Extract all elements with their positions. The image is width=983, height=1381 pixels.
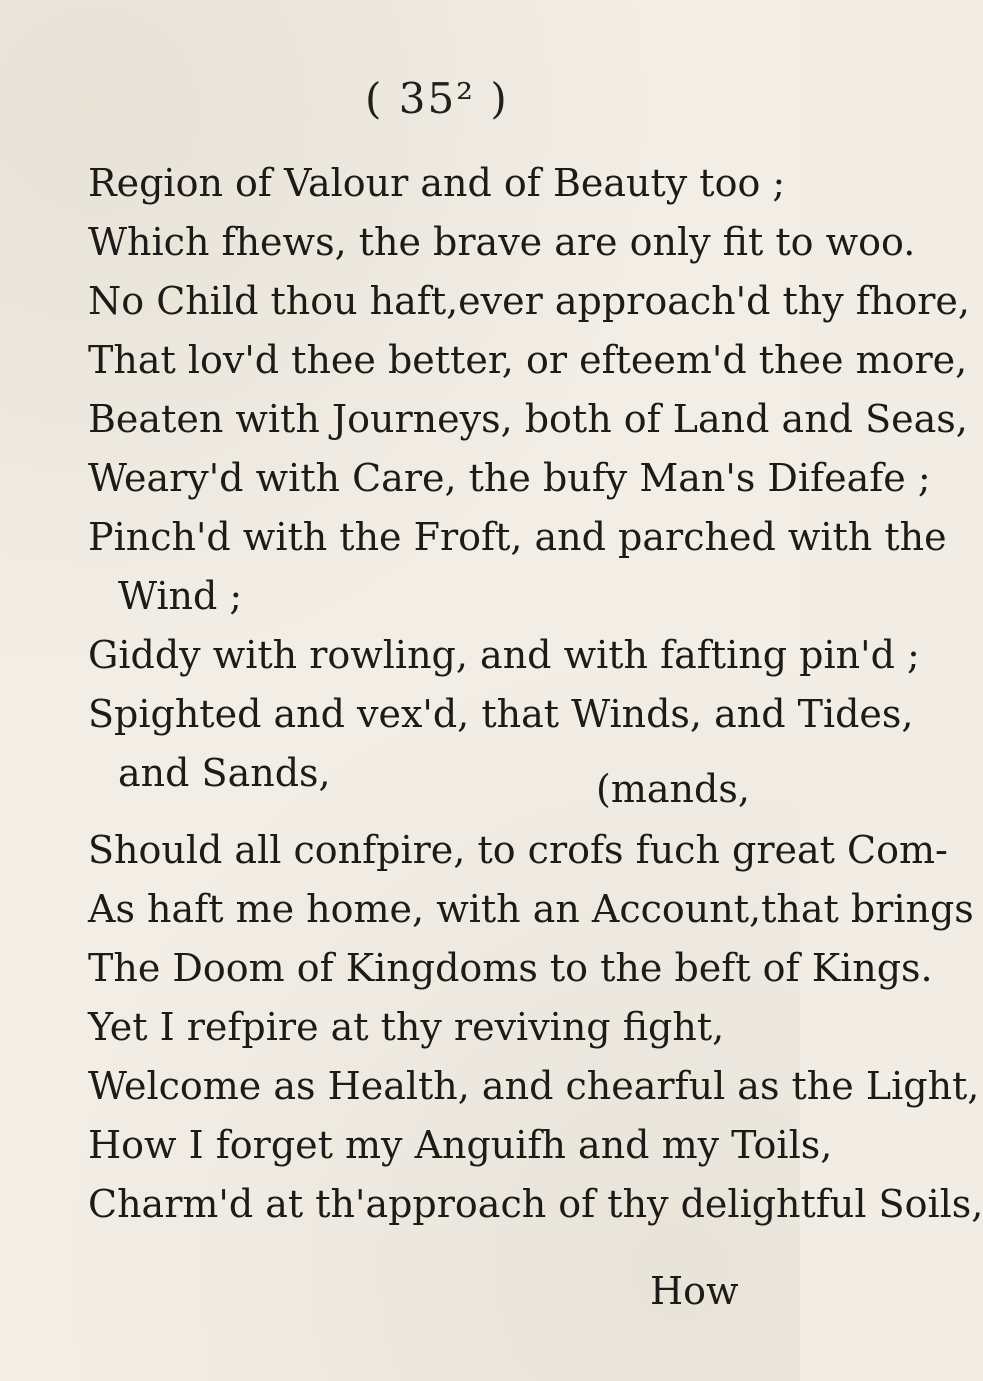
text-line-4: That lov'd thee better, or efteem'd thee more, [88, 338, 968, 382]
text-line-6: Weary'd with Care, the bufy Man's Difeafe ; [88, 456, 931, 500]
text-line-11: and Sands, [118, 751, 331, 795]
text-line-18: Charm'd at th'approach of thy delightful Soils, [88, 1182, 983, 1226]
text-line-17: How I forget my Anguifh and my Toils, [88, 1123, 833, 1167]
text-line-8: Wind ; [118, 574, 243, 618]
text-line-7: Pinch'd with the Froft, and parched with the [88, 515, 947, 559]
text-line-2: Which fhews, the brave are only fit to woo. [88, 220, 916, 264]
text-line-16: Welcome as Health, and chearful as the Light, [88, 1064, 980, 1108]
catchword: How [650, 1269, 739, 1313]
turnover-text: (mands, [596, 767, 750, 811]
text-line-5: Beaten with Journeys, both of Land and Seas, [88, 397, 968, 441]
text-line-10: Spighted and vex'd, that Winds, and Tides, [88, 692, 914, 736]
text-line-3: No Child thou haft,ever approach'd thy fhore, [88, 279, 970, 323]
text-line-12: Should all confpire, to crofs fuch great Com- [88, 828, 948, 872]
page-number: ( 35² ) [365, 74, 509, 123]
text-line-13: As haft me home, with an Account,that brings [88, 887, 974, 931]
text-line-15: Yet I refpire at thy reviving fight, [88, 1005, 725, 1049]
text-line-9: Giddy with rowling, and with fafting pin'd ; [88, 633, 920, 677]
text-line-1: Region of Valour and of Beauty too ; [88, 161, 786, 205]
text-line-14: The Doom of Kingdoms to the beft of Kings. [88, 946, 933, 990]
